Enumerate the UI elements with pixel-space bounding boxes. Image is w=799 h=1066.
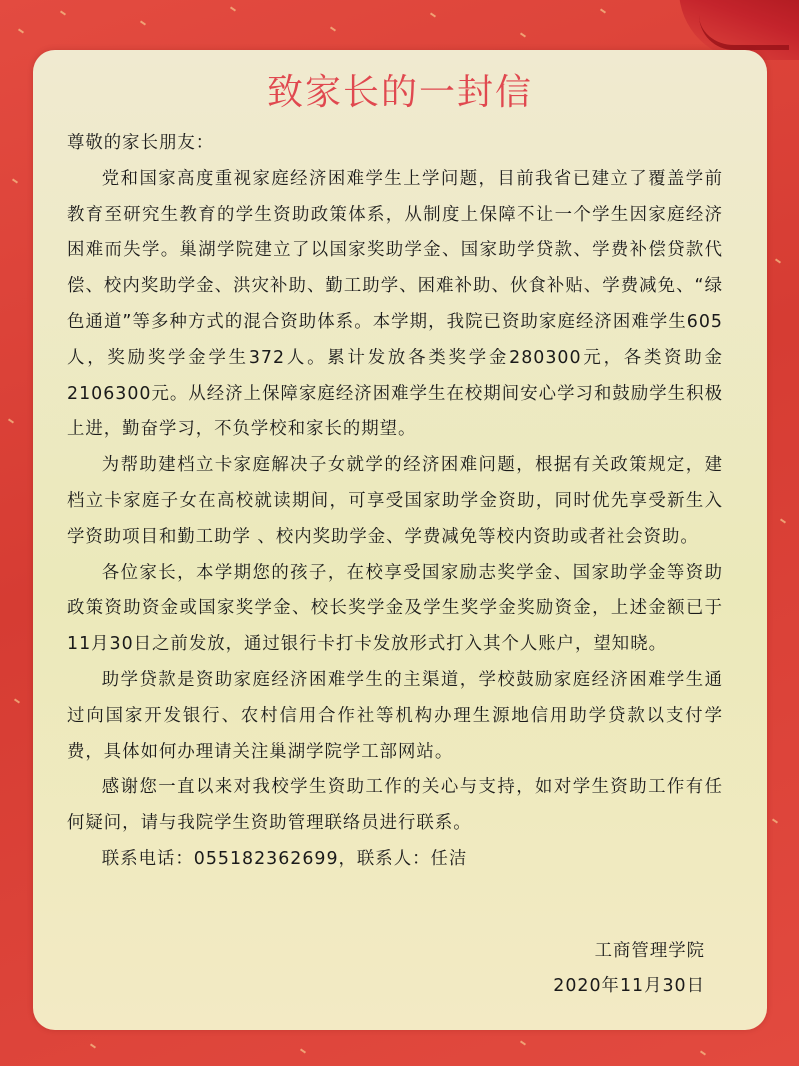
confetti-decoration [700,1050,706,1055]
paragraph-thanks: 感谢您一直以来对我校学生资助工作的关心与支持，如对学生资助工作有任何疑问，请与我院学生资助管理联络员进行联系。 [67,777,723,834]
confetti-decoration [772,818,778,823]
letter-body [67,126,723,878]
confetti-decoration [520,1040,526,1045]
letter-title: 致家长的一封信 [266,72,533,113]
confetti-decoration [12,178,18,183]
signature-block [553,934,705,1004]
greeting: 尊敬的家长朋友： [67,133,215,153]
confetti-decoration [300,1048,306,1053]
confetti-decoration [60,10,66,15]
paragraph-student-loans: 助学贷款是资助家庭经济困难学生的主渠道，学校鼓励家庭经济困难学生通过向国家开发银行、农村信用合作社等机构办理生源地信用助学贷款以支付学费，具体如何办理请关注巢湖学院学工部网站。 [67,669,723,762]
confetti-decoration [18,28,24,33]
confetti-decoration [775,258,781,263]
paragraph-policy: 党和国家高度重视家庭经济困难学生上学问题，目前我省已建立了覆盖学前教育至研究生教育的学生资助政策体系，从制度上保障不让一个学生因家庭经济困难而失学。巢湖学院建立了以国家奖助学金、国家助学贷款、学费补偿贷款代偿、校内奖助学金、洪灾补助、勤工助学、困难补助、伙食补贴、学费减免、“绿色通道”等多种方式的混合资助体系。本学期，我院已资助家庭经济困难学生605人，奖励奖学金学生372人。累计发放各类奖学金280300元，各类资助金2106300元。从经济上保障家庭经济困难学生在校期间安心学习和鼓励学生积极上进，勤奋学习，不负学校和家长的期望。 [67,168,723,440]
signature-date: 2020年11月30日 [553,976,705,996]
contact-line: 联系电话：055182362699，联系人：任洁 [101,848,468,869]
paragraph-poverty-families: 为帮助建档立卡家庭解决子女就学的经济困难问题，根据有关政策规定，建档立卡家庭子女在高校就读期间，可享受国家助学金资助，同时优先享受新生入学资助项目和勤工助学 、校内奖助学金、学费减免等校内资助或者社会资助。 [67,455,723,547]
confetti-decoration [600,8,606,13]
signature-department: 工商管理学院 [594,941,705,961]
confetti-decoration [140,20,146,25]
letter-card [33,50,767,1030]
confetti-decoration [780,518,786,523]
confetti-decoration [230,6,236,11]
confetti-decoration [8,418,14,423]
confetti-decoration [430,12,436,17]
confetti-decoration [330,26,336,31]
paragraph-scholarship-notice: 各位家长，本学期您的孩子，在校享受国家励志奖学金、国家助学金等资助政策资助资金或国家奖学金、校长奖学金及学生奖学金奖励资金，上述金额已于11月30日之前发放，通过银行卡打卡发放形式打入其个人账户，望知晓。 [67,562,723,655]
confetti-decoration [520,32,526,37]
confetti-decoration [90,1043,96,1048]
confetti-decoration [14,698,20,703]
